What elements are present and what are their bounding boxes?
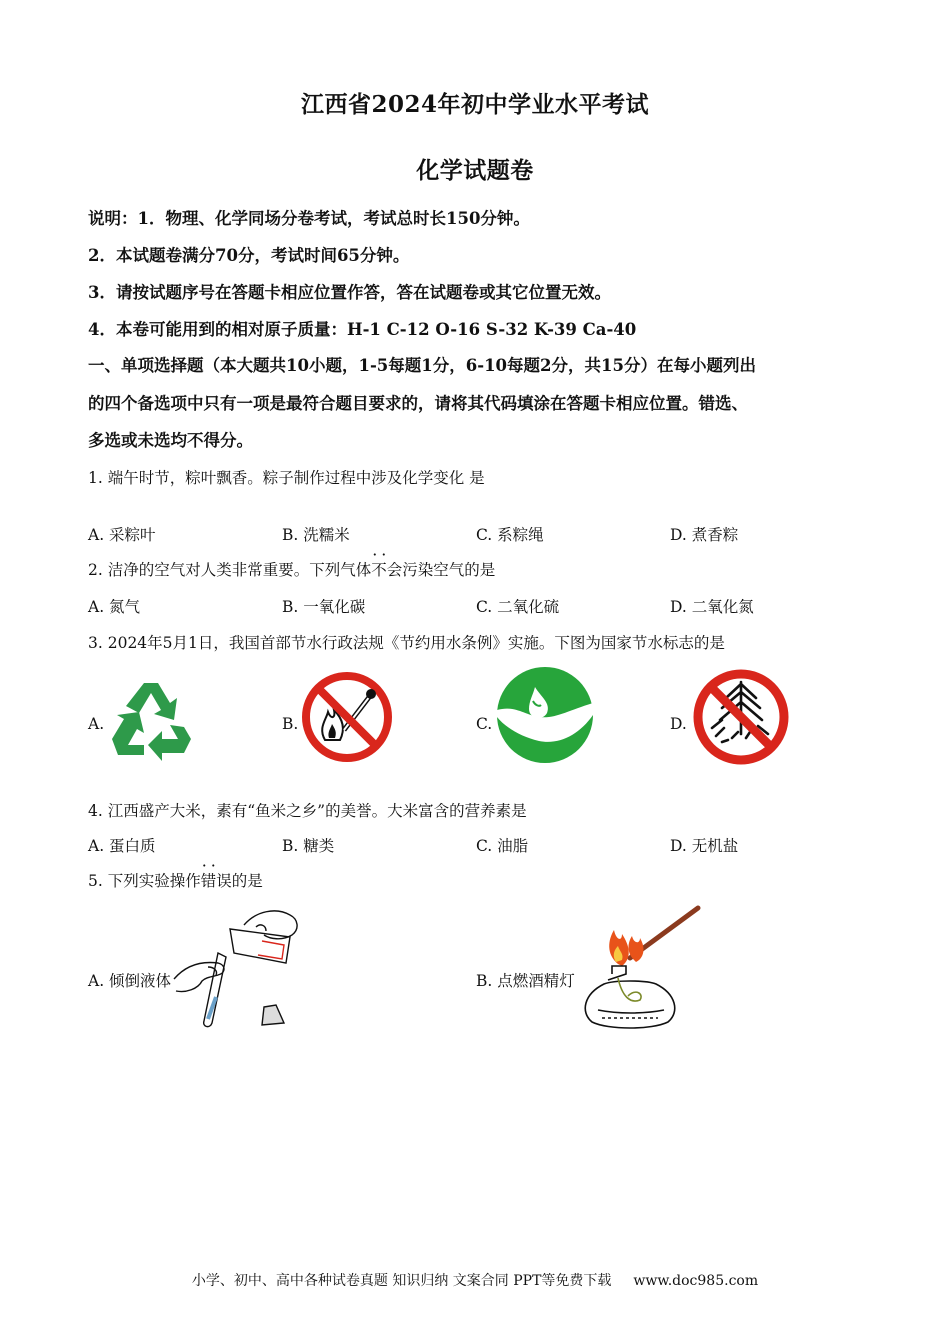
water-saving-icon — [495, 665, 595, 765]
page-footer — [0, 1270, 950, 1290]
q2-stem-tail: 污染空气的是 — [402, 561, 496, 579]
question-1-stem: 1. 端午时节，粽叶飘香。粽子制作过程中涉及化学变化 是 — [88, 469, 485, 487]
q1-option-a: A. 采粽叶 — [88, 526, 156, 544]
q3-option-d: D. — [670, 715, 687, 733]
section-heading-line-2: 的四个备选项中只有一项是最符合题目要求的，请将其代码填涂在答题卡相应位置。错选、 — [88, 394, 748, 413]
exam-subtitle: 化学试题卷 — [416, 157, 534, 184]
question-4-stem: 4. 江西盛产大米，素有“鱼米之乡”的美誉。大米富含的营养素是 — [88, 802, 527, 820]
q2-stem-text: 2. 洁净的空气对人类非常重要。下列气体 — [88, 561, 372, 579]
q5-option-b: B. 点燃酒精灯 — [476, 972, 575, 990]
q4-option-c: C. 油脂 — [476, 837, 529, 855]
q2-option-a: A. 氮气 — [88, 598, 141, 616]
instruction-1: 说明：1．物理、化学同场分卷考试，考试总时长150分钟。 — [88, 209, 530, 228]
q3-option-b: B. — [282, 715, 299, 733]
footer-text: 小学、初中、高中各种试卷真题 知识归纳 文案合同 PPT等免费下载 — [191, 1273, 612, 1289]
q4-option-b: B. 糖类 — [282, 837, 335, 855]
q5-emphasis: ·· 错误 — [201, 869, 232, 891]
q2-option-c: C. 二氧化硫 — [476, 598, 560, 616]
q1-option-d: D. 煮香粽 — [670, 526, 739, 544]
q5-stem-tail: 的是 — [231, 872, 263, 890]
question-2-stem — [88, 558, 495, 580]
q2-option-b: B. 一氧化碳 — [282, 598, 366, 616]
exam-title: 江西省2024年初中学业水平考试 — [300, 91, 649, 118]
q4-option-d: D. 无机盐 — [670, 837, 739, 855]
q1-option-b: B. 洗糯米 — [282, 526, 350, 544]
no-tree-cutting-icon — [692, 668, 790, 766]
question-5-stem — [88, 869, 263, 891]
section-heading-line-1: 一、单项选择题（本大题共10小题，1-5每题1分，6-10每题2分，共15分）在每小题列出 — [88, 356, 756, 375]
q3-option-c: C. — [476, 715, 493, 733]
instruction-3: 3．请按试题序号在答题卡相应位置作答，答在试题卷或其它位置无效。 — [88, 283, 611, 302]
q1-option-c: C. 系粽绳 — [476, 526, 544, 544]
section-heading-line-3: 多选或未选均不得分。 — [88, 431, 253, 450]
instruction-4: 4．本卷可能用到的相对原子质量：H-1 C-12 O-16 S-32 K-39 Ca-40 — [88, 320, 637, 339]
q2-option-d: D. 二氧化氮 — [670, 598, 754, 616]
footer-url[interactable]: www.doc985.com — [633, 1273, 759, 1289]
recycle-icon — [104, 677, 200, 761]
q4-option-a: A. 蛋白质 — [88, 837, 156, 855]
q2-emphasis: ·· 不会 — [371, 558, 402, 580]
q5-option-a: A. 倾倒液体 — [88, 972, 172, 990]
q5-stem-text: 5. 下列实验操作 — [88, 872, 201, 890]
question-3-stem: 3. 2024年5月1日，我国首部节水行政法规《节约用水条例》实施。下图为国家节水标志的是 — [88, 634, 725, 652]
instruction-2: 2．本试题卷满分70分，考试时间65分钟。 — [88, 246, 410, 265]
no-fire-icon — [300, 670, 394, 764]
pouring-liquid-icon — [172, 905, 304, 1033]
lighting-alcohol-lamp-icon — [578, 900, 704, 1032]
q3-option-a: A. — [88, 715, 105, 733]
